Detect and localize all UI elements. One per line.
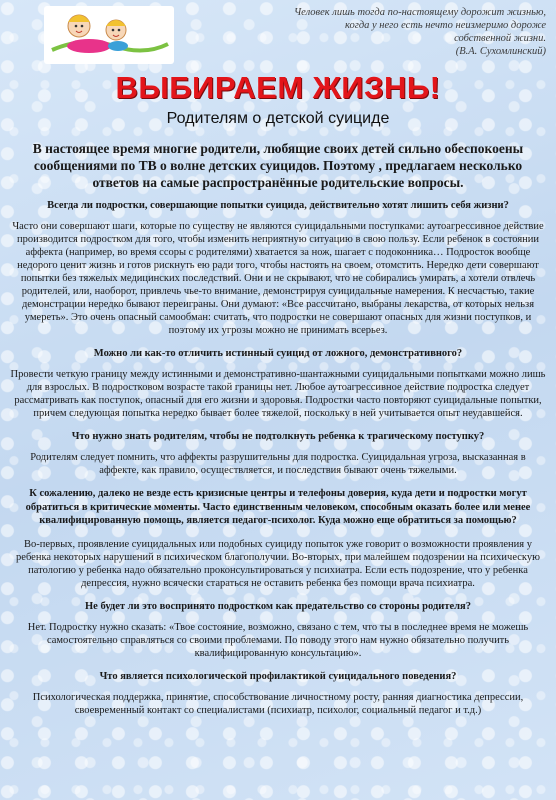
answer-paragraph: Родителям следует помнить, что аффекты разрушительны для подростка. Суицидальная угроза, высказанная в аффекте, как правило, осуществляется, и последствия бывают очень тяжелыми. xyxy=(30,452,526,476)
question-heading: Не будет ли это воспринято подростком как предательство со стороны родителя? xyxy=(85,600,471,612)
question-heading: Что нужно знать родителям, чтобы не подтолкнуть ребенка к трагическому поступку? xyxy=(71,431,485,442)
epigraph-line: когда у него есть нечто неизмеримо дороже xyxy=(344,20,546,31)
answer-paragraph: Провести четкую границу между истинными и демонстративно-шантажными суицидальными попытками можно лишь для взрослых. В подростковом возрасте такой границы нет. Любое аутоагрессивное действие подростка следует рассматривать как поступок, опасный для его жизни и здоровья. Подростки часто повторяют суицидальные попытки, причем следующая попытка нередко бывает более тяжелой, поскольку в ней учитывается опыт неудавшейся. xyxy=(10,369,546,419)
article-body xyxy=(10,140,546,727)
intro-paragraph: В настоящее время многие родители, любящие своих детей сильно обеспокоены сообщениями по ТВ о волне детских суицидов. Поэтому , предлагаем несколько ответов на самые распространённые родительские вопросы. xyxy=(32,141,524,190)
answer-paragraph: Психологическая поддержка, принятие, способствование личностному росту, ранняя диагностика депрессии, своевременный контакт со специалистами (психиатр, психолог, социальный педагог и т.д.) xyxy=(32,691,524,716)
epigraph-line: собственной жизни. xyxy=(454,33,546,44)
bold-question-paragraph: К сожалению, далеко не везде есть кризисные центры и телефоны доверия, куда дети и подростки могут обратиться в критические моменты. Часто единственным человеком, способным оказать более или менее квалифицированную помощь, является педагог-психолог. Куда можно еще обратиться за помощью? xyxy=(25,488,531,526)
answer-paragraph: Во-первых, проявление суицидальных или подобных суициду попыток уже говорит о возможности проявления у ребенка некоторых нарушений в психическом благополучии. Во-вторых, при малейшем подозрении на психическую патологию у ребенка надо обязательно проконсультироваться у психиатра. Если есть подозрение, что у ребенка депрессия, нужно всячески стараться не оставить ребенка без помощи врача психиатра. xyxy=(16,538,540,589)
page-title: ВЫБИРАЕМ ЖИЗНЬ! xyxy=(115,70,441,105)
children-logo-image xyxy=(44,6,174,64)
page-subtitle: Родителям о детской суициде xyxy=(166,110,390,127)
epigraph-author: (В.А. Сухомлинский) xyxy=(455,46,546,57)
epigraph-line: Человек лишь тогда по-настоящему дорожит жизнью, xyxy=(293,7,546,18)
header xyxy=(0,0,556,72)
epigraph-quote xyxy=(216,6,546,58)
answer-paragraph: Нет. Подростку нужно сказать: «Твое состояние, возможно, связано с тем, что ты в последнее время не можешь самостоятельно справляться со своими проблемами. По поводу этого нам нужно обязательно получить квалифицированную консультацию». xyxy=(27,621,529,659)
question-heading: Что является психологической профилактикой суицидального поведения? xyxy=(99,670,457,682)
answer-paragraph: Часто они совершают шаги, которые по существу не являются суицидальными поступками: аутоагрессивное действие производится подростком для того, чтобы изменить неприятную ситуацию в свою пользу. Если ребенок в состоянии аффекта (например, во время ссоры с родителями) хватается за нож, шагает с подоконника… Подросток вообще недорого ценит жизнь и готов рискнуть ею ради того, чтобы настоять на своем, отомстить. Нередко дети совершают попытки без тяжелых медицинских последствий. Они и не скрывают, что не собирались умирать, а хотели отвлечь родителей, или, наоборот, привлечь чье-то внимание, демонстрируя суицидальные намерения. К несчастью, такие демонстрации нередко бывают переиграны. Они думают: «Все рассчитано, выбраны лекарства, от которых нельзя умереть». Это очень опасный самообман: считать, что подростки не совершают опасных для жизни поступков, и поэтому их угрозы можно не принимать всерьез. xyxy=(12,221,544,336)
question-heading: Можно ли как-то отличить истинный суицид от ложного, демонстративного? xyxy=(93,348,463,359)
question-heading: Всегда ли подростки, совершающие попытки суицида, действительно хотят лишить себя жизни? xyxy=(47,200,509,211)
